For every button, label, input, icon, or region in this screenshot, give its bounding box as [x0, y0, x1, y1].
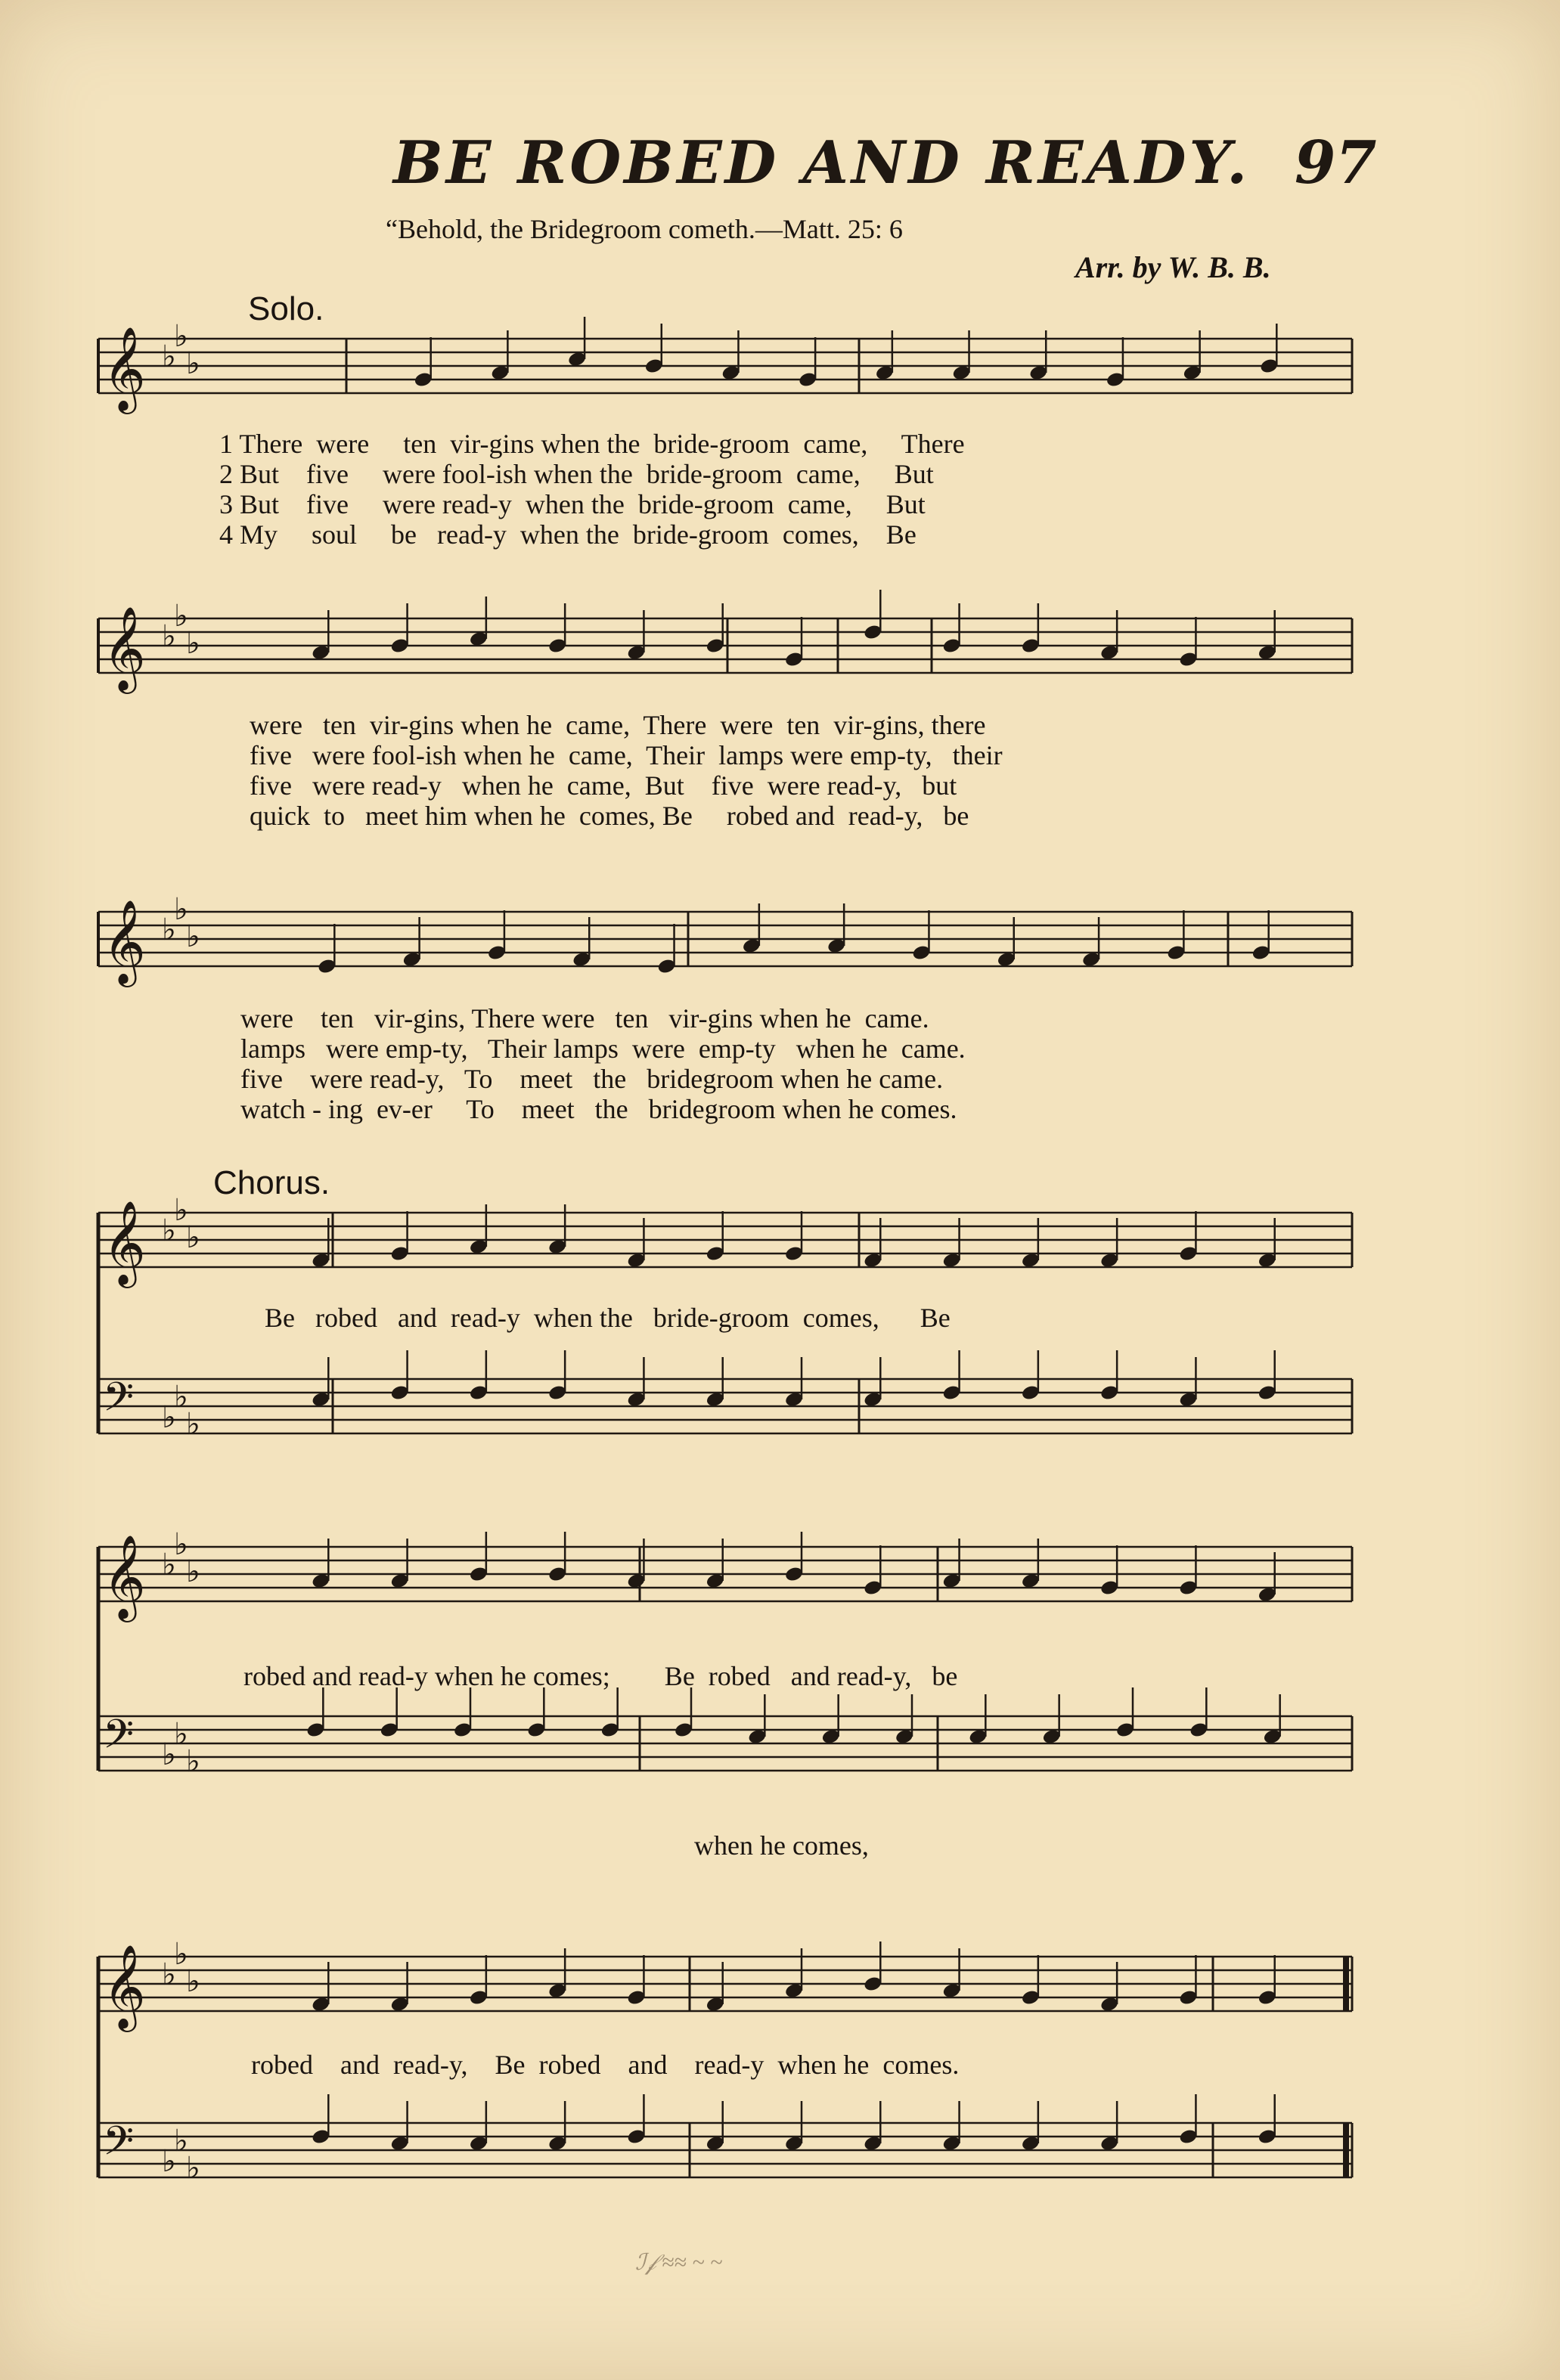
flat-icon: ♭	[174, 319, 188, 354]
flat-icon: ♭	[162, 1213, 176, 1248]
verse-line-1: were ten vir-gins when he came, There were ten vir-gins, there	[250, 710, 986, 740]
treble-clef-icon: 𝄞	[103, 606, 146, 690]
flat-icon: ♭	[174, 892, 188, 927]
verse-line-2: 2 But five were fool-ish when the bride-groom came, But	[219, 459, 934, 489]
flat-icon: ♭	[174, 1193, 188, 1228]
flat-icon: ♭	[174, 1527, 188, 1562]
verse-line-3: five were read-y, To meet the bridegroom when he came.	[240, 1064, 944, 1094]
treble-clef-icon: 𝄞	[103, 899, 146, 984]
bass-clef-icon: 𝄢	[103, 1374, 135, 1430]
chorus-label: Chorus.	[213, 1164, 330, 1201]
flat-icon: ♭	[162, 913, 176, 947]
flat-icon: ♭	[186, 2151, 200, 2186]
flat-icon: ♭	[162, 339, 176, 374]
treble-clef-icon: 𝄞	[103, 1534, 146, 1619]
verse-line-4: 4 My soul be read-y when the bride-groom comes, Be	[219, 519, 916, 550]
flat-icon: ♭	[174, 1717, 188, 1752]
treble-clef-icon: 𝄞	[103, 326, 146, 411]
flat-icon: ♭	[186, 1554, 200, 1589]
scripture-epigraph: “Behold, the Bridegroom cometh.—Matt. 25: 6	[386, 214, 903, 244]
chorus-lyric-line-1: Be robed and read-y when the bride-groom comes, Be	[265, 1303, 951, 1333]
verse-line-3: 3 But five were read-y when the bride-groom came, But	[219, 489, 926, 519]
verse-line-3: five were read-y when he came, But five were read-y, but	[250, 770, 957, 801]
verse-line-2: five were fool-ish when he came, Their lamps were emp-ty, their	[250, 740, 1003, 770]
chorus-lyric-line-2: robed and read-y when he comes; Be robed and read-y, be	[243, 1661, 958, 1691]
flat-icon: ♭	[162, 619, 176, 654]
flat-icon: ♭	[174, 1380, 188, 1415]
flat-icon: ♭	[162, 1737, 176, 1772]
page-number: 97	[1295, 129, 1377, 197]
solo-label: Solo.	[248, 290, 324, 327]
verse-line-1: were ten vir-gins, There were ten vir-gins when he came.	[240, 1003, 929, 1034]
verse-line-4: quick to meet him when he comes, Be robed and read-y, be	[250, 801, 969, 831]
flat-icon: ♭	[186, 1220, 200, 1255]
flat-icon: ♭	[174, 599, 188, 634]
treble-clef-icon: 𝄞	[103, 1200, 146, 1285]
flat-icon: ♭	[186, 1407, 200, 1442]
flat-icon: ♭	[162, 1548, 176, 1582]
flat-icon: ♭	[162, 2144, 176, 2179]
bass-clef-icon: 𝄢	[103, 1712, 135, 1768]
flat-icon: ♭	[186, 1744, 200, 1779]
flat-icon: ♭	[174, 1937, 188, 1972]
bass-clef-icon: 𝄢	[103, 2118, 135, 2174]
flat-icon: ♭	[186, 346, 200, 381]
flat-icon: ♭	[174, 2124, 188, 2158]
flat-icon: ♭	[162, 1957, 176, 1992]
hymn-title: BE ROBED AND READY.	[393, 129, 1251, 197]
verse-line-1: 1 There were ten vir-gins when the bride-groom came, There	[219, 429, 965, 459]
flat-icon: ♭	[186, 919, 200, 954]
treble-clef-icon: 𝄞	[103, 1944, 146, 2028]
verse-line-4: watch - ing ev-er To meet the bridegroom when he comes.	[240, 1094, 957, 1124]
flat-icon: ♭	[162, 1400, 176, 1435]
flat-icon: ♭	[186, 1964, 200, 1999]
margin-scribble: ℐ𝒻 ≈≈ ~ ~	[635, 2250, 723, 2275]
flat-icon: ♭	[186, 626, 200, 661]
arranger-credit: Arr. by W. B. B.	[1075, 250, 1271, 284]
verse-line-2: lamps were emp-ty, Their lamps were emp-ty when he came.	[240, 1034, 966, 1064]
chorus-bass-lyric: when he comes,	[694, 1830, 869, 1861]
chorus-lyric-line-3: robed and read-y, Be robed and read-y when he comes.	[251, 2050, 960, 2080]
